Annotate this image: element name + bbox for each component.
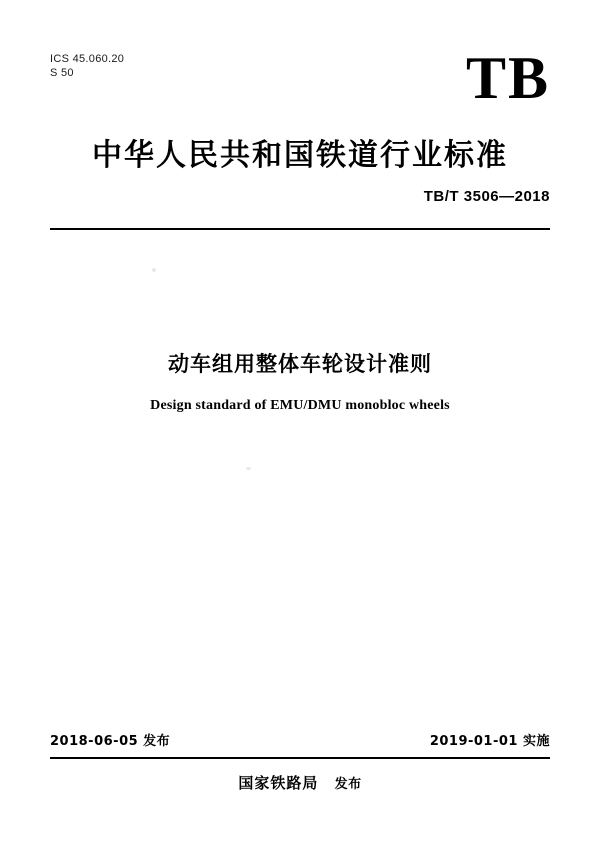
ics-code: ICS 45.060.20 — [50, 53, 125, 65]
footer-divider — [50, 757, 550, 759]
date-row — [50, 730, 550, 749]
ics-classification-block — [50, 52, 124, 80]
paper-speck — [246, 467, 251, 470]
standard-authority-title: 中华人民共和国铁道行业标准 — [92, 138, 508, 173]
tb-logo: TB — [465, 45, 550, 111]
ccs-code: S 50 — [50, 67, 74, 79]
issue-date: 2018-06-05 发布 — [50, 734, 171, 749]
issuer-row — [0, 772, 600, 793]
paper-speck — [152, 268, 156, 272]
issuer-verb: 发布 — [334, 777, 362, 792]
header-divider — [50, 228, 550, 230]
page-title: 动车组用整体车轮设计准则 — [168, 352, 432, 376]
standard-number: TB/T 3506—2018 — [423, 188, 550, 205]
effective-date: 2019-01-01 实施 — [429, 734, 550, 749]
page-title-english: Design standard of EMU/DMU monobloc wheels — [150, 398, 450, 413]
issuer-name: 国家铁路局 — [238, 774, 319, 792]
